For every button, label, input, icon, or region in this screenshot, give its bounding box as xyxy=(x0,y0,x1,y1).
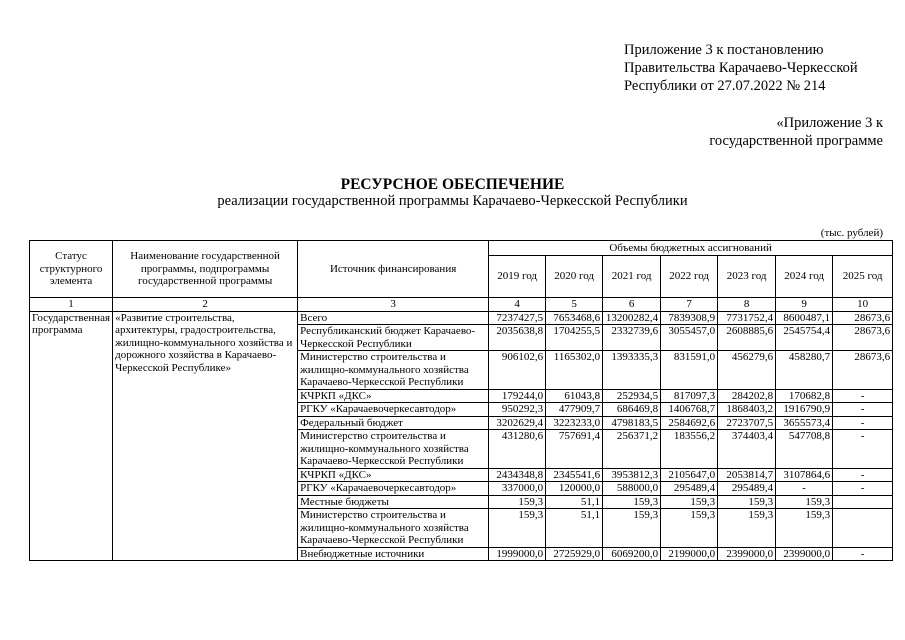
value-cell: 28673,6 xyxy=(833,311,893,325)
value-cell: 252934,5 xyxy=(603,389,661,403)
value-cell: 547708,8 xyxy=(776,430,833,469)
source-cell: Местные бюджеты xyxy=(298,495,489,509)
column-number: 6 xyxy=(603,298,661,312)
status-cell: Государственная программа xyxy=(30,311,113,561)
value-cell: 7653468,6 xyxy=(546,311,603,325)
source-cell: Министерство строительства и жилищно-коммунального хозяйства Карачаево-Черкесской Республики xyxy=(298,509,489,548)
value-cell: 458280,7 xyxy=(776,351,833,390)
value-cell: 1704255,5 xyxy=(546,325,603,351)
value-cell: 2608885,6 xyxy=(718,325,776,351)
value-cell: - xyxy=(833,482,893,496)
value-cell: 1999000,0 xyxy=(489,547,546,561)
value-cell: 28673,6 xyxy=(833,325,893,351)
header-year: 2025 год xyxy=(833,256,893,298)
value-cell: 284202,8 xyxy=(718,389,776,403)
column-number: 10 xyxy=(833,298,893,312)
source-cell: Федеральный бюджет xyxy=(298,416,489,430)
value-cell: 120000,0 xyxy=(546,482,603,496)
source-cell: Министерство строительства и жилищно-коммунального хозяйства Карачаево-Черкесской Республики xyxy=(298,351,489,390)
value-cell: 950292,3 xyxy=(489,403,546,417)
value-cell: - xyxy=(833,416,893,430)
value-cell: 159,3 xyxy=(661,509,718,548)
source-cell: РГКУ «Карачаевочеркесавтодор» xyxy=(298,482,489,496)
value-cell: 61043,8 xyxy=(546,389,603,403)
header-source: Источник финансирования xyxy=(298,241,489,298)
value-cell: 2399000,0 xyxy=(776,547,833,561)
resource-table xyxy=(29,240,893,561)
source-cell: РГКУ «Карачаевочеркесавтодор» xyxy=(298,403,489,417)
value-cell: 3953812,3 xyxy=(603,468,661,482)
header-status: Статус структурного элемента xyxy=(30,241,113,298)
appendix-line: Приложение 3 к постановлению xyxy=(624,42,824,58)
column-number: 7 xyxy=(661,298,718,312)
value-cell: 906102,6 xyxy=(489,351,546,390)
value-cell: 159,3 xyxy=(603,495,661,509)
value-cell: 337000,0 xyxy=(489,482,546,496)
appendix-note-2 xyxy=(709,114,883,150)
value-cell: 3055457,0 xyxy=(661,325,718,351)
column-number: 9 xyxy=(776,298,833,312)
value-cell: 6069200,0 xyxy=(603,547,661,561)
value-cell: 1916790,9 xyxy=(776,403,833,417)
appendix2-line: «Приложение 3 к xyxy=(776,115,883,131)
value-cell: - xyxy=(776,482,833,496)
value-cell: 295489,4 xyxy=(661,482,718,496)
value-cell: 477909,7 xyxy=(546,403,603,417)
value-cell: 3202629,4 xyxy=(489,416,546,430)
document-subtitle: реализации государственной программы Карачаево-Черкесской Республики xyxy=(217,193,688,209)
source-cell: КЧРКП «ДКС» xyxy=(298,468,489,482)
header-year: 2021 год xyxy=(603,256,661,298)
table-row xyxy=(30,311,893,325)
value-cell: - xyxy=(833,403,893,417)
value-cell: - xyxy=(833,547,893,561)
header-name: Наименование государственной программы, подпрограммы государственной программы xyxy=(113,241,298,298)
column-number: 4 xyxy=(489,298,546,312)
header-year: 2023 год xyxy=(718,256,776,298)
value-cell: 256371,2 xyxy=(603,430,661,469)
source-cell: Всего xyxy=(298,311,489,325)
column-number: 3 xyxy=(298,298,489,312)
value-cell: 2723707,5 xyxy=(718,416,776,430)
value-cell: 3655573,4 xyxy=(776,416,833,430)
value-cell: 2035638,8 xyxy=(489,325,546,351)
appendix-line: Республики от 27.07.2022 № 214 xyxy=(624,78,826,94)
value-cell: 431280,6 xyxy=(489,430,546,469)
value-cell: 2105647,0 xyxy=(661,468,718,482)
value-cell: 51,1 xyxy=(546,495,603,509)
value-cell: 1868403,2 xyxy=(718,403,776,417)
value-cell: 3107864,6 xyxy=(776,468,833,482)
units-note: (тыс. рублей) xyxy=(820,227,883,239)
value-cell: 159,3 xyxy=(603,509,661,548)
value-cell: 1393335,3 xyxy=(603,351,661,390)
value-cell: 1406768,7 xyxy=(661,403,718,417)
value-cell: - xyxy=(833,430,893,469)
value-cell: - xyxy=(833,389,893,403)
value-cell: 51,1 xyxy=(546,509,603,548)
value-cell: 28673,6 xyxy=(833,351,893,390)
value-cell: 2345541,6 xyxy=(546,468,603,482)
value-cell: 456279,6 xyxy=(718,351,776,390)
value-cell: 159,3 xyxy=(718,495,776,509)
value-cell xyxy=(833,495,893,509)
value-cell: 13200282,4 xyxy=(603,311,661,325)
value-cell: 159,3 xyxy=(489,509,546,548)
value-cell: 4798183,5 xyxy=(603,416,661,430)
value-cell: 7839308,9 xyxy=(661,311,718,325)
header-year: 2019 год xyxy=(489,256,546,298)
value-cell: 1165302,0 xyxy=(546,351,603,390)
value-cell: 2399000,0 xyxy=(718,547,776,561)
program-name-cell: «Развитие строительства, архитектуры, градостроительства, жилищно-коммунального хозяйства и дорожного хозяйства в Карачаево-Черкесской Республике» xyxy=(113,311,298,561)
appendix-note xyxy=(624,41,858,95)
column-number: 2 xyxy=(113,298,298,312)
value-cell: 2545754,4 xyxy=(776,325,833,351)
value-cell: 159,3 xyxy=(718,509,776,548)
header-year: 2024 год xyxy=(776,256,833,298)
value-cell: 179244,0 xyxy=(489,389,546,403)
document-title: РЕСУРСНОЕ ОБЕСПЕЧЕНИЕ xyxy=(340,176,565,193)
value-cell: 2199000,0 xyxy=(661,547,718,561)
appendix2-line: государственной программе xyxy=(709,133,883,149)
column-numbers-row xyxy=(30,298,893,312)
value-cell: 159,3 xyxy=(661,495,718,509)
value-cell: 159,3 xyxy=(489,495,546,509)
source-cell: КЧРКП «ДКС» xyxy=(298,389,489,403)
appendix-line: Правительства Карачаево-Черкесской xyxy=(624,60,858,76)
header-volumes: Объемы бюджетных ассигнований xyxy=(489,241,893,256)
value-cell: 8600487,1 xyxy=(776,311,833,325)
source-cell: Республиканский бюджет Карачаево-Черкесской Республики xyxy=(298,325,489,351)
value-cell: 7237427,5 xyxy=(489,311,546,325)
value-cell: 159,3 xyxy=(776,495,833,509)
value-cell: 159,3 xyxy=(776,509,833,548)
column-number: 1 xyxy=(30,298,113,312)
value-cell: 7731752,4 xyxy=(718,311,776,325)
value-cell: 170682,8 xyxy=(776,389,833,403)
value-cell: 2584692,6 xyxy=(661,416,718,430)
value-cell xyxy=(833,509,893,548)
value-cell: 183556,2 xyxy=(661,430,718,469)
value-cell: 295489,4 xyxy=(718,482,776,496)
value-cell: 2434348,8 xyxy=(489,468,546,482)
value-cell: 588000,0 xyxy=(603,482,661,496)
value-cell: 757691,4 xyxy=(546,430,603,469)
value-cell: 817097,3 xyxy=(661,389,718,403)
column-number: 5 xyxy=(546,298,603,312)
value-cell: 374403,4 xyxy=(718,430,776,469)
column-number: 8 xyxy=(718,298,776,312)
value-cell: 2332739,6 xyxy=(603,325,661,351)
value-cell: 831591,0 xyxy=(661,351,718,390)
value-cell: 2725929,0 xyxy=(546,547,603,561)
value-cell: - xyxy=(833,468,893,482)
value-cell: 2053814,7 xyxy=(718,468,776,482)
source-cell: Министерство строительства и жилищно-коммунального хозяйства Карачаево-Черкесской Республики xyxy=(298,430,489,469)
value-cell: 3223233,0 xyxy=(546,416,603,430)
source-cell: Внебюджетные источники xyxy=(298,547,489,561)
header-year: 2020 год xyxy=(546,256,603,298)
value-cell: 686469,8 xyxy=(603,403,661,417)
header-year: 2022 год xyxy=(661,256,718,298)
